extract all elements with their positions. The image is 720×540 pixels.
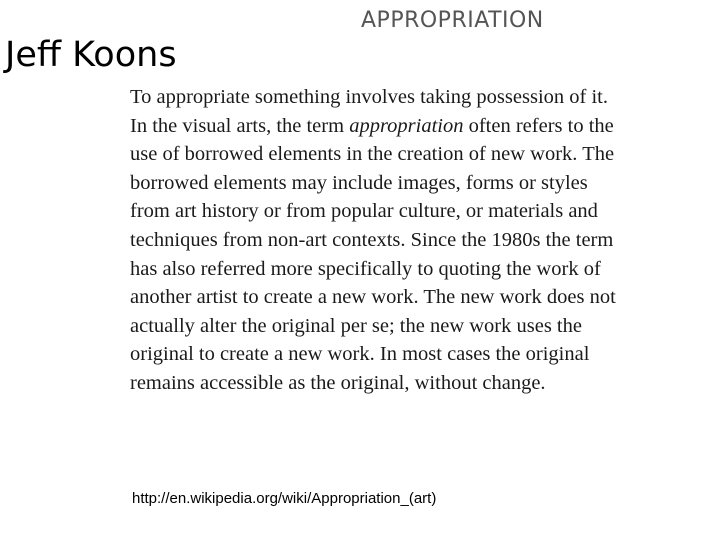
body-text-part1: To appropriate something involves taking possession of it. In the visual arts, the term <box>130 86 608 137</box>
source-link[interactable]: http://en.wikipedia.org/wiki/Appropriation_(art) <box>132 490 437 507</box>
body-paragraph <box>130 83 618 398</box>
slide-heading: APPROPRIATION <box>361 8 544 33</box>
artist-title: Jeff Koons <box>5 35 177 75</box>
body-text-emphasis: appropriation <box>349 114 464 137</box>
body-text-part2: often refers to the use of borrowed elements in the creation of new work. The borrowed elements may include images, forms or styles from art history or from popular culture, or materials and techniques from non-art contexts. Since the 1980s the term has also referred more specifically to quoting the work of another artist to create a new work. The new work does not actually alter the original per se; the new work uses the original to create a new work. In most cases the original remains accessible as the original, without change. <box>130 114 616 394</box>
